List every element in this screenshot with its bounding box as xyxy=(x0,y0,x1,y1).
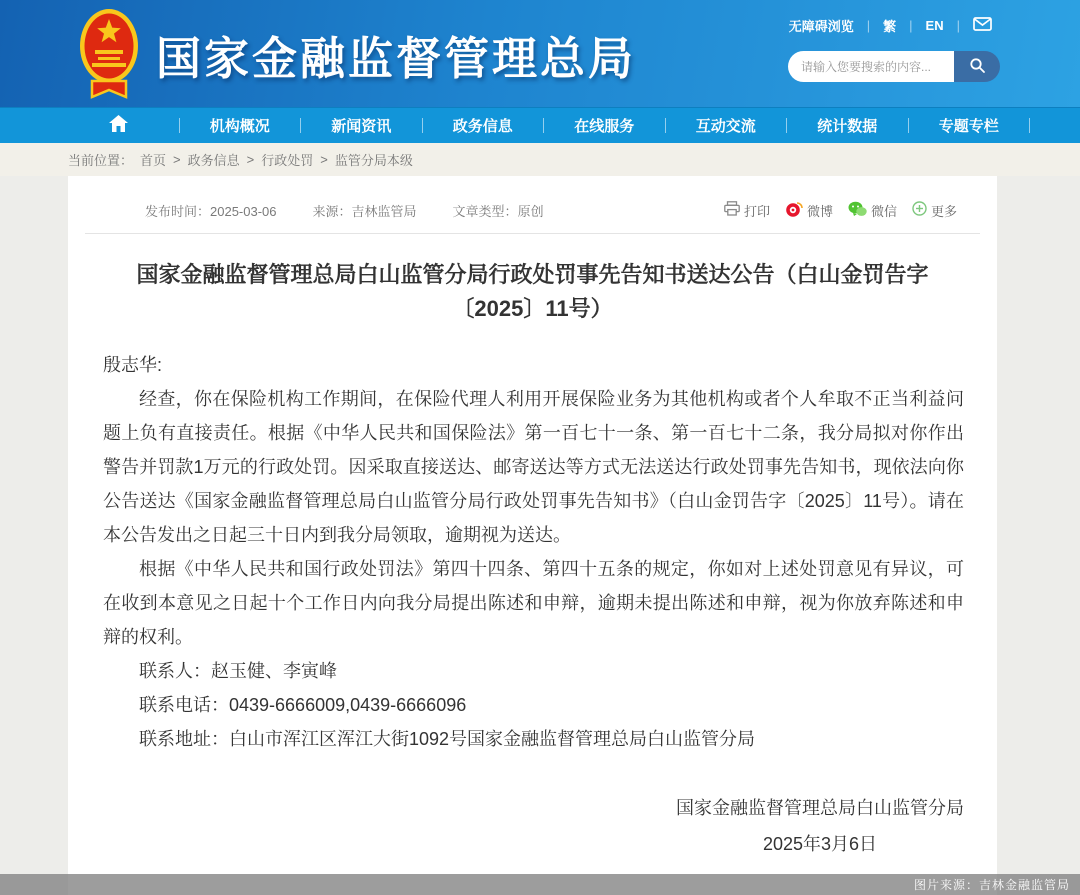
nav-item-hudongjiaoliu[interactable]: 互动交流 xyxy=(695,118,756,135)
paragraph: 经查，你在保险机构工作期间，在保险代理人利用开展保险业务为其他机构或者个人牟取不正当利益问题上负有直接责任。根据《中华人民共和国保险法》第一百七十一条、第一百七十二条，我分局拟对你作出警告并罚款1万元的行政处罚。因采取直接送达、邮寄送达等方式无法送达行政处罚事先告知书，现依法向你公告送达《国家金融监督管理总局白山监管分局行政处罚事先告知书》（白山金罚告字〔2025〕11号）。请在本公告发出之日起三十日内到我分局领取，逾期视为送达。 xyxy=(103,389,964,545)
site-title: 国家金融监督管理总局 xyxy=(156,33,637,84)
nav-item-zhuantizhuanlan[interactable]: 专题专栏 xyxy=(938,118,999,135)
nav-item-jigougaikuang[interactable]: 机构概况 xyxy=(209,118,270,135)
utility-links xyxy=(789,16,992,35)
paragraph: 根据《中华人民共和国行政处罚法》第四十四条、第四十五条的规定，你如对上述处罚意见有异议，可在收到本意见之日起十个工作日内向我分局提出陈述和申辩，逾期未提出陈述和申辩，视为你放弃陈述和申辩的权利。 xyxy=(103,559,964,647)
mail-icon[interactable] xyxy=(973,17,992,34)
image-source-watermark: 图片来源：吉林金融监管局 xyxy=(0,874,1080,895)
breadcrumb-xingzhengchufa[interactable]: 行政处罚 xyxy=(261,153,314,168)
breadcrumb-home[interactable]: 首页 xyxy=(140,153,167,168)
more-share-button[interactable]: 更多 xyxy=(912,201,957,220)
article-card xyxy=(68,176,997,895)
main-nav xyxy=(0,107,1080,143)
wechat-share-button[interactable]: 微信 xyxy=(848,201,897,220)
breadcrumb-separator: > xyxy=(320,152,328,167)
signature-date: 2025年3月6日 xyxy=(762,834,878,854)
breadcrumb-jianguanfenjubenji[interactable]: 监管分局本级 xyxy=(334,153,413,168)
contact-phone: 联系电话：0439-6666009,0439-6666096 xyxy=(139,695,467,715)
search-input[interactable] xyxy=(788,51,954,82)
breadcrumb-label: 当前位置： xyxy=(68,153,134,168)
share-actions xyxy=(724,200,957,220)
weibo-icon xyxy=(785,200,803,220)
site-header xyxy=(0,0,1080,107)
english-link[interactable]: EN xyxy=(925,18,944,33)
search-icon xyxy=(969,57,986,77)
divider: | xyxy=(866,18,871,33)
search-bar xyxy=(788,51,1000,82)
breadcrumb xyxy=(0,143,1080,176)
article-type: 文章类型：原创 xyxy=(452,203,544,219)
search-button[interactable] xyxy=(954,51,1000,82)
wechat-icon xyxy=(848,201,867,220)
nav-item-zhengwuxinxi[interactable]: 政务信息 xyxy=(452,118,513,135)
article-title: 国家金融监督管理总局白山监管分局行政处罚事先告知书送达公告（白山金罚告字〔2025〕11号） xyxy=(136,262,929,321)
article-meta xyxy=(145,201,544,220)
nav-item-xinwenzixun[interactable]: 新闻资讯 xyxy=(331,118,392,135)
plus-circle-icon xyxy=(912,201,927,219)
salutation: 殷志华: xyxy=(103,355,163,375)
signature-org: 国家金融监督管理总局白山监管分局 xyxy=(676,798,964,818)
contact-person: 联系人：赵玉健、李寅峰 xyxy=(139,661,337,681)
printer-icon xyxy=(724,201,740,219)
nav-home[interactable] xyxy=(58,115,179,136)
breadcrumb-separator: > xyxy=(173,152,181,167)
contact-address: 联系地址：白山市浑江区浑江大街1092号国家金融监督管理总局白山监管分局 xyxy=(139,729,756,749)
accessibility-link[interactable]: 无障碍浏览 xyxy=(788,19,854,34)
divider xyxy=(1029,118,1030,133)
signature-block xyxy=(103,790,964,862)
publish-time: 发布时间：2025-03-06 xyxy=(145,203,277,219)
weibo-share-button[interactable]: 微博 xyxy=(785,200,833,220)
divider: | xyxy=(909,18,913,33)
article-source: 来源：吉林监管局 xyxy=(312,203,417,219)
article-meta-row xyxy=(68,176,997,233)
breadcrumb-zhengwuxinxi[interactable]: 政务信息 xyxy=(187,153,240,168)
breadcrumb-separator: > xyxy=(246,152,255,167)
article-body xyxy=(103,348,964,862)
nav-item-tongjishuju[interactable]: 统计数据 xyxy=(817,118,878,135)
traditional-chinese-link[interactable]: 繁 xyxy=(883,19,897,34)
divider xyxy=(85,233,980,234)
print-button[interactable]: 打印 xyxy=(724,201,770,220)
divider: | xyxy=(956,18,960,33)
national-emblem-logo xyxy=(78,6,140,100)
nav-item-zaixianfuwu[interactable]: 在线服务 xyxy=(574,118,635,135)
home-icon xyxy=(109,115,128,136)
